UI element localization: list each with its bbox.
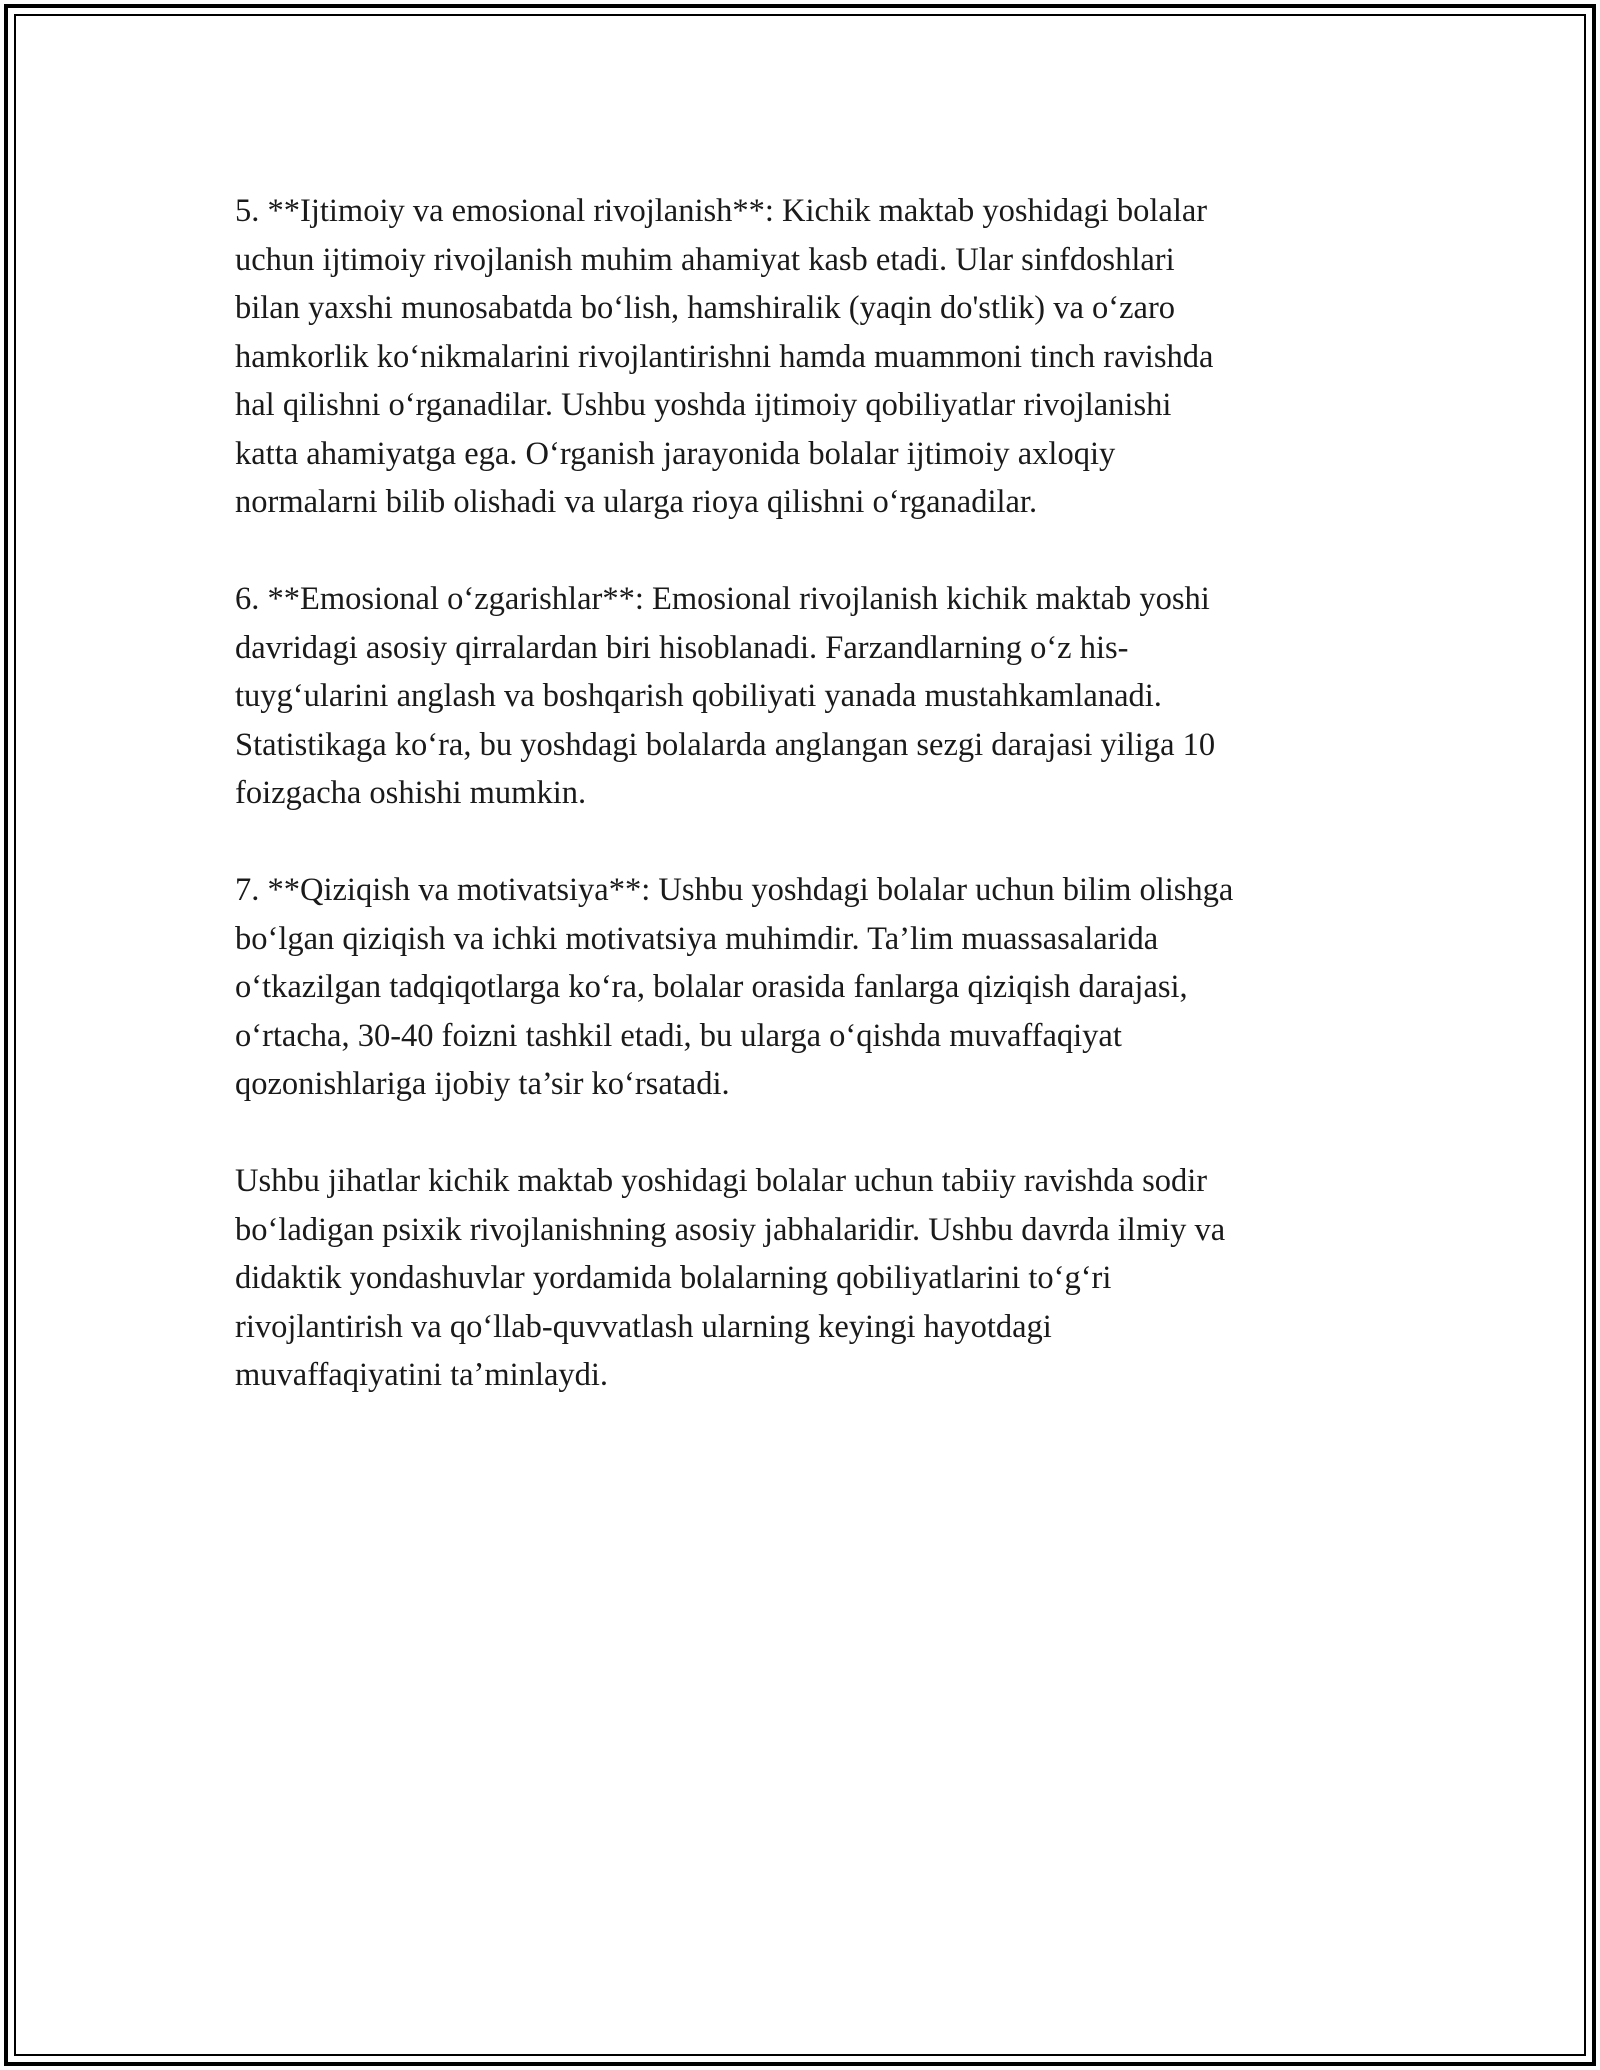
paragraph-emotional-changes: 6. **Emosional oʻzgarishlar**: Emosional rivojlanish kichik maktab yoshi davridagi asosiy qirralardan biri hisoblanadi. Farzandlarning oʻz his- tuygʻularini anglash va boshqarish qobiliyati yanada mustahkamlanadi. Statistikaga koʻra, bu yoshdagi bolalarda anglangan sezgi darajasi yiliga 10 foizgacha oshishi mumkin. [235,581,1216,811]
paragraph-interest-motivation: 7. **Qiziqish va motivatsiya**: Ushbu yoshdagi bolalar uchun bilim olishga boʻlgan qiziqish va ichki motivatsiya muhimdir. Ta’lim muassasalarida oʻtkazilgan tadqiqotlarga koʻra, bolalar orasida fanlarga qiziqish darajasi, oʻrtacha, 30-40 foizni tashkil etadi, bu ularga oʻqishda muvaffaqiyat qozonishlariga ijobiy ta’sir koʻrsatadi. [235,872,1234,1102]
paragraph-social-emotional-development: 5. **Ijtimoiy va emosional rivojlanish**: Kichik maktab yoshidagi bolalar uchun ijtimoiy rivojlanish muhim ahamiyat kasb etadi. Ular sinfdoshlari bilan yaxshi munosabatda boʻlish, hamshiralik (yaqin do'stlik) va oʻzaro hamkorlik koʻnikmalarini rivojlantirishni hamda muammoni tinch ravishda hal qilishni oʻrganadilar. Ushbu yoshda ijtimoiy qobiliyatlar rivojlanishi katta ahamiyatga ega. Oʻrganish jarayonida bolalar ijtimoiy axloqiy normalarni bilib olishadi va ularga rioya qilishni oʻrganadilar. [235,193,1214,520]
paragraph-conclusion: Ushbu jihatlar kichik maktab yoshidagi bolalar uchun tabiiy ravishda sodir boʻladigan psixik rivojlanishning asosiy jabhalaridir. Ushbu davrda ilmiy va didaktik yondashuvlar yordamida bolalarning qobiliyatlarini toʻgʻri rivojlantirish va qoʻllab-quvvatlash ularning keyingi hayotdagi muvaffaqiyatini taʼminlaydi. [235,1163,1226,1393]
document-body [235,187,1365,1448]
